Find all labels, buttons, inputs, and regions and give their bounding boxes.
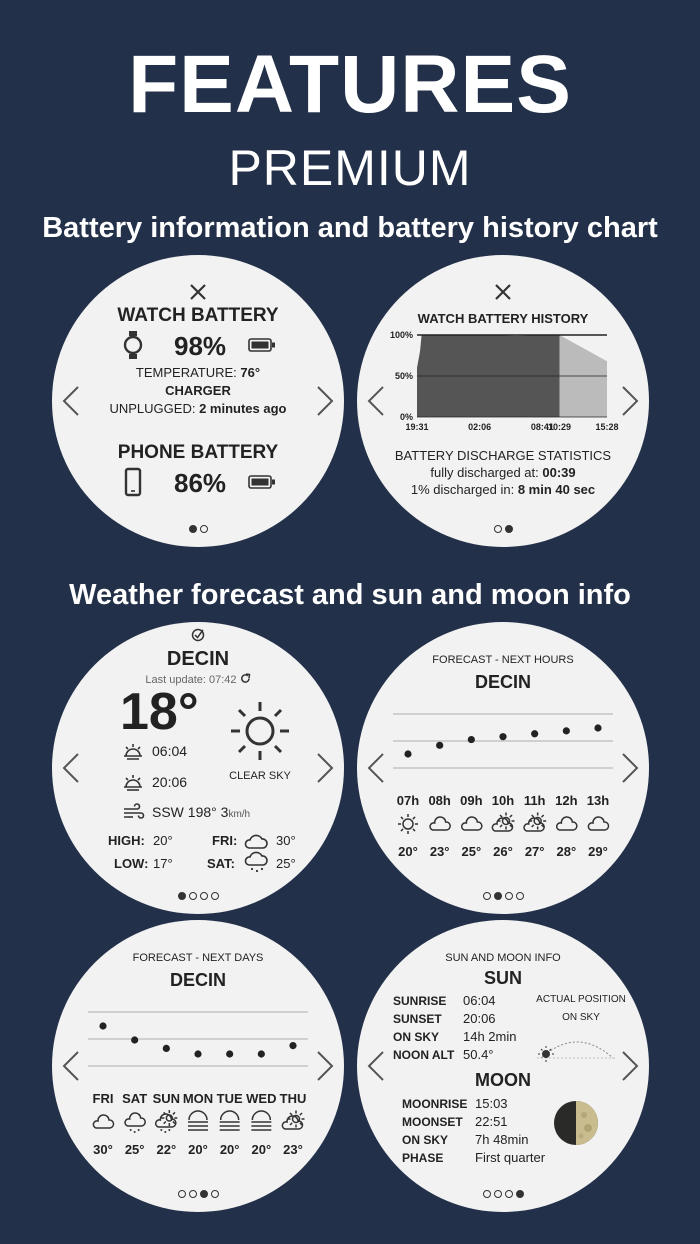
page-dot [189, 1190, 197, 1198]
fri-label: FRI: [212, 833, 238, 848]
high-label: HIGH: [108, 833, 145, 848]
info-label: PHASE [402, 1151, 444, 1165]
x-tick-label: 10:29 [548, 422, 572, 432]
sun-moon-screen [357, 920, 649, 1212]
forecast-hours-heading: FORECAST - NEXT HOURS [432, 654, 574, 666]
info-row [393, 992, 516, 1010]
low-label: LOW: [114, 856, 149, 871]
fully-discharged-label: fully discharged at: [430, 465, 539, 480]
sun-heading: SUN [483, 968, 522, 988]
forecast-time-label: 08h [428, 793, 451, 808]
cloud-icon [588, 817, 608, 830]
sun-moon-heading: SUN AND MOON INFO [445, 952, 561, 964]
weather-screen [52, 622, 344, 914]
info-value: 50.4° [463, 1047, 494, 1062]
forecast-temp: 27° [524, 844, 545, 859]
temperature-row [52, 365, 344, 380]
forecast-time-label: 12h [555, 793, 578, 808]
page-indicator [52, 892, 344, 900]
forecast-point [499, 733, 506, 740]
sat-label: SAT: [207, 856, 235, 871]
cloud-icon [462, 817, 482, 830]
info-value: 20:06 [463, 1011, 496, 1026]
info-value: First quarter [475, 1150, 546, 1165]
charger-label: CHARGER [165, 383, 231, 398]
page-indicator [52, 1190, 344, 1198]
sunset-time: 20:06 [152, 774, 188, 790]
wind-unit: km/h [228, 809, 251, 820]
temperature-label: TEMPERATURE: [135, 365, 237, 380]
forecast-time-label: 09h [460, 793, 483, 808]
info-value: 14h 2min [463, 1029, 517, 1044]
forecast-temp: 26° [493, 844, 513, 859]
phone-icon [124, 467, 142, 497]
forecast-point [594, 724, 601, 731]
forecast-temp: 30° [93, 1142, 113, 1157]
page-dot [178, 892, 186, 900]
temperature-value: 76° [240, 365, 261, 380]
forecast-point [289, 1042, 296, 1049]
sunrise-time: 06:04 [152, 743, 188, 759]
page-dot [200, 892, 208, 900]
close-icon[interactable] [494, 283, 512, 301]
page-title: FEATURES [128, 39, 572, 130]
page-indicator [52, 525, 344, 533]
moon-phase-icon [553, 1100, 599, 1146]
forecast-temp: 20° [251, 1142, 272, 1157]
forecast-point [163, 1045, 170, 1052]
forecast-temp: 20° [398, 844, 418, 859]
cloud-icon [430, 817, 450, 830]
page-dot [200, 1190, 208, 1198]
page-dot [516, 1190, 524, 1198]
info-label: NOON ALT [393, 1048, 455, 1062]
low-value: 17° [153, 856, 173, 871]
info-row [402, 1149, 545, 1167]
forecast-temp: 20° [219, 1142, 240, 1157]
unplugged-label: UNPLUGGED: [109, 401, 196, 416]
forecast-point [131, 1036, 138, 1043]
sun-icon [398, 814, 418, 834]
sun-icon [228, 699, 292, 763]
forecast-time-label: 07h [396, 793, 420, 808]
moon-heading: MOON [475, 1070, 531, 1090]
forecast-temp: 25° [124, 1142, 145, 1157]
sun-path-icon [537, 1030, 617, 1064]
info-row [393, 1028, 516, 1046]
x-tick-label: 08:41 [530, 422, 554, 432]
battery-history-chart [357, 325, 649, 437]
info-row [393, 1010, 516, 1028]
forecast-hours-screen [357, 622, 649, 914]
section-heading-battery: Battery information and battery history chart [42, 212, 658, 244]
sun-info-table [393, 992, 516, 1064]
info-value: 15:03 [475, 1096, 508, 1111]
forecast-time-label: SUN [152, 1091, 181, 1106]
wind-row [152, 804, 250, 820]
page-dot [483, 1190, 491, 1198]
refresh-icon[interactable] [240, 673, 251, 684]
info-row [402, 1131, 545, 1149]
page-subtitle: PREMIUM [228, 140, 472, 196]
forecast-time-label: 10h [491, 793, 515, 808]
section-heading-weather: Weather forecast and sun and moon info [69, 579, 631, 611]
fri-value: 30° [276, 833, 296, 848]
chevron-left-icon[interactable] [60, 1050, 82, 1082]
forecast-point [404, 750, 411, 757]
info-value: 22:51 [475, 1114, 508, 1129]
forecast-time-label: MON [182, 1091, 214, 1106]
page-dot [505, 1190, 513, 1198]
forecast-temp: 29° [588, 844, 608, 859]
page-dot [178, 1190, 186, 1198]
page-dot [516, 892, 524, 900]
page-dot [211, 1190, 219, 1198]
forecast-temp: 28° [556, 844, 577, 859]
forecast-temp: 23° [429, 844, 450, 859]
forecast-point [99, 1022, 106, 1029]
page-dot [494, 1190, 502, 1198]
one-percent-label: 1% discharged in: [410, 482, 515, 497]
city-name: DECIN [166, 648, 230, 670]
forecast-time-label: TUE [216, 1091, 243, 1106]
forecast-time-label: FRI [92, 1091, 114, 1106]
chevron-left-icon[interactable] [60, 385, 82, 417]
watch-battery-screen [52, 255, 344, 547]
x-tick-label: 15:28 [595, 422, 619, 432]
one-percent-value: 8 min 40 sec [517, 482, 596, 497]
wind-direction: SSW 198° [152, 804, 217, 820]
forecast-temp: 22° [156, 1142, 177, 1157]
info-value: 7h 48min [475, 1132, 529, 1147]
one-percent-row [357, 482, 649, 497]
wind-icon [123, 805, 145, 819]
y-tick-label: 0% [399, 412, 413, 422]
forecast-days-heading: FORECAST - NEXT DAYS [132, 952, 264, 964]
info-label: SUNRISE [393, 994, 447, 1008]
page-dot [200, 525, 208, 533]
current-temperature: 18° [120, 683, 199, 741]
cloud-icon [557, 817, 577, 830]
forecast-hours-chart [357, 622, 649, 914]
y-tick-label: 100% [389, 330, 413, 340]
page-indicator [357, 525, 649, 533]
info-label: MOONSET [402, 1115, 463, 1129]
forecast-time-label: 11h [523, 793, 546, 808]
cloud-icon [243, 832, 269, 850]
sunset-icon [123, 774, 143, 791]
last-update: Last update: 07:42 [145, 674, 237, 686]
chevron-right-icon[interactable] [619, 385, 641, 417]
sat-value: 25° [276, 856, 296, 871]
forecast-point [531, 730, 538, 737]
fog-icon [220, 1111, 240, 1130]
watch-icon [124, 330, 142, 360]
chevron-right-icon[interactable] [314, 752, 336, 784]
page-indicator [357, 1190, 649, 1198]
forecast-days-screen [52, 920, 344, 1212]
sunrise-icon [123, 743, 143, 760]
forecast-point [468, 736, 475, 743]
battery-history-screen [357, 255, 649, 547]
battery-icon [248, 338, 276, 352]
page-dot [494, 525, 502, 533]
chevron-left-icon[interactable] [365, 385, 387, 417]
page-dot [494, 892, 502, 900]
watch-battery-percent: 98% [174, 331, 227, 361]
info-row [393, 1046, 516, 1064]
fully-discharged-row [357, 465, 649, 480]
forecast-temp: 23° [283, 1142, 303, 1157]
on-sky-label: ON SKY [562, 1012, 600, 1023]
wind-speed: 3 [220, 804, 229, 820]
chevron-left-icon[interactable] [365, 1050, 387, 1082]
fully-discharged-value: 00:39 [542, 465, 576, 480]
forecast-point [258, 1050, 265, 1057]
chevron-right-icon[interactable] [314, 1050, 336, 1082]
city-name: DECIN [169, 970, 226, 990]
high-value: 20° [153, 833, 173, 848]
x-tick-label: 19:31 [405, 422, 429, 432]
forecast-point [563, 727, 570, 734]
partly-cloudy-icon [524, 813, 546, 832]
close-icon[interactable] [189, 283, 207, 301]
forecast-time-label: WED [246, 1091, 277, 1106]
page-indicator [357, 892, 649, 900]
page-dot [189, 525, 197, 533]
chevron-right-icon[interactable] [314, 385, 336, 417]
fog-icon [251, 1111, 271, 1130]
forecast-time-label: THU [279, 1091, 307, 1106]
forecast-point [436, 742, 443, 749]
history-heading: WATCH BATTERY HISTORY [417, 311, 589, 326]
forecast-point [226, 1050, 233, 1057]
page-dot [211, 892, 219, 900]
info-label: MOONRISE [402, 1097, 468, 1111]
page-dot [505, 525, 513, 533]
weather-condition: CLEAR SKY [229, 770, 291, 782]
partly-cloudy-icon [492, 813, 514, 832]
info-row [402, 1113, 545, 1131]
page-dot [483, 892, 491, 900]
cloud-icon [93, 1115, 113, 1128]
page-dot [189, 892, 197, 900]
stats-heading: BATTERY DISCHARGE STATISTICS [394, 448, 612, 463]
watch-battery-heading: WATCH BATTERY [117, 305, 279, 326]
info-label: ON SKY [402, 1133, 449, 1147]
partly-cloudy-icon [282, 1111, 304, 1130]
forecast-temp: 20° [188, 1142, 208, 1157]
phone-battery-heading: PHONE BATTERY [117, 442, 279, 463]
y-tick-label: 50% [394, 371, 413, 381]
actual-position-label: ACTUAL POSITION [536, 994, 626, 1005]
moon-info-table [402, 1095, 545, 1167]
chevron-right-icon[interactable] [619, 1050, 641, 1082]
unplugged-row [52, 401, 344, 416]
info-row [402, 1095, 545, 1113]
location-check-icon [191, 628, 205, 642]
chevron-left-icon[interactable] [60, 752, 82, 784]
rain-icon [125, 1113, 145, 1133]
forecast-days-chart [52, 920, 344, 1212]
rain-icon [243, 852, 269, 874]
page-dot [505, 892, 513, 900]
partly-rain-icon [156, 1110, 178, 1133]
phone-battery-percent: 86% [174, 468, 227, 498]
info-value: 06:04 [463, 993, 496, 1008]
chevron-left-icon[interactable] [365, 752, 387, 784]
fog-icon [188, 1111, 208, 1130]
forecast-time-label: 13h [586, 793, 610, 808]
forecast-time-label: SAT [122, 1091, 148, 1106]
info-label: SUNSET [393, 1012, 442, 1026]
city-name: DECIN [474, 672, 531, 692]
chevron-right-icon[interactable] [619, 752, 641, 784]
forecast-point [194, 1050, 201, 1057]
unplugged-value: 2 minutes ago [199, 401, 287, 416]
battery-icon [248, 475, 276, 489]
info-label: ON SKY [393, 1030, 440, 1044]
x-tick-label: 02:06 [468, 422, 492, 432]
forecast-temp: 25° [461, 844, 482, 859]
